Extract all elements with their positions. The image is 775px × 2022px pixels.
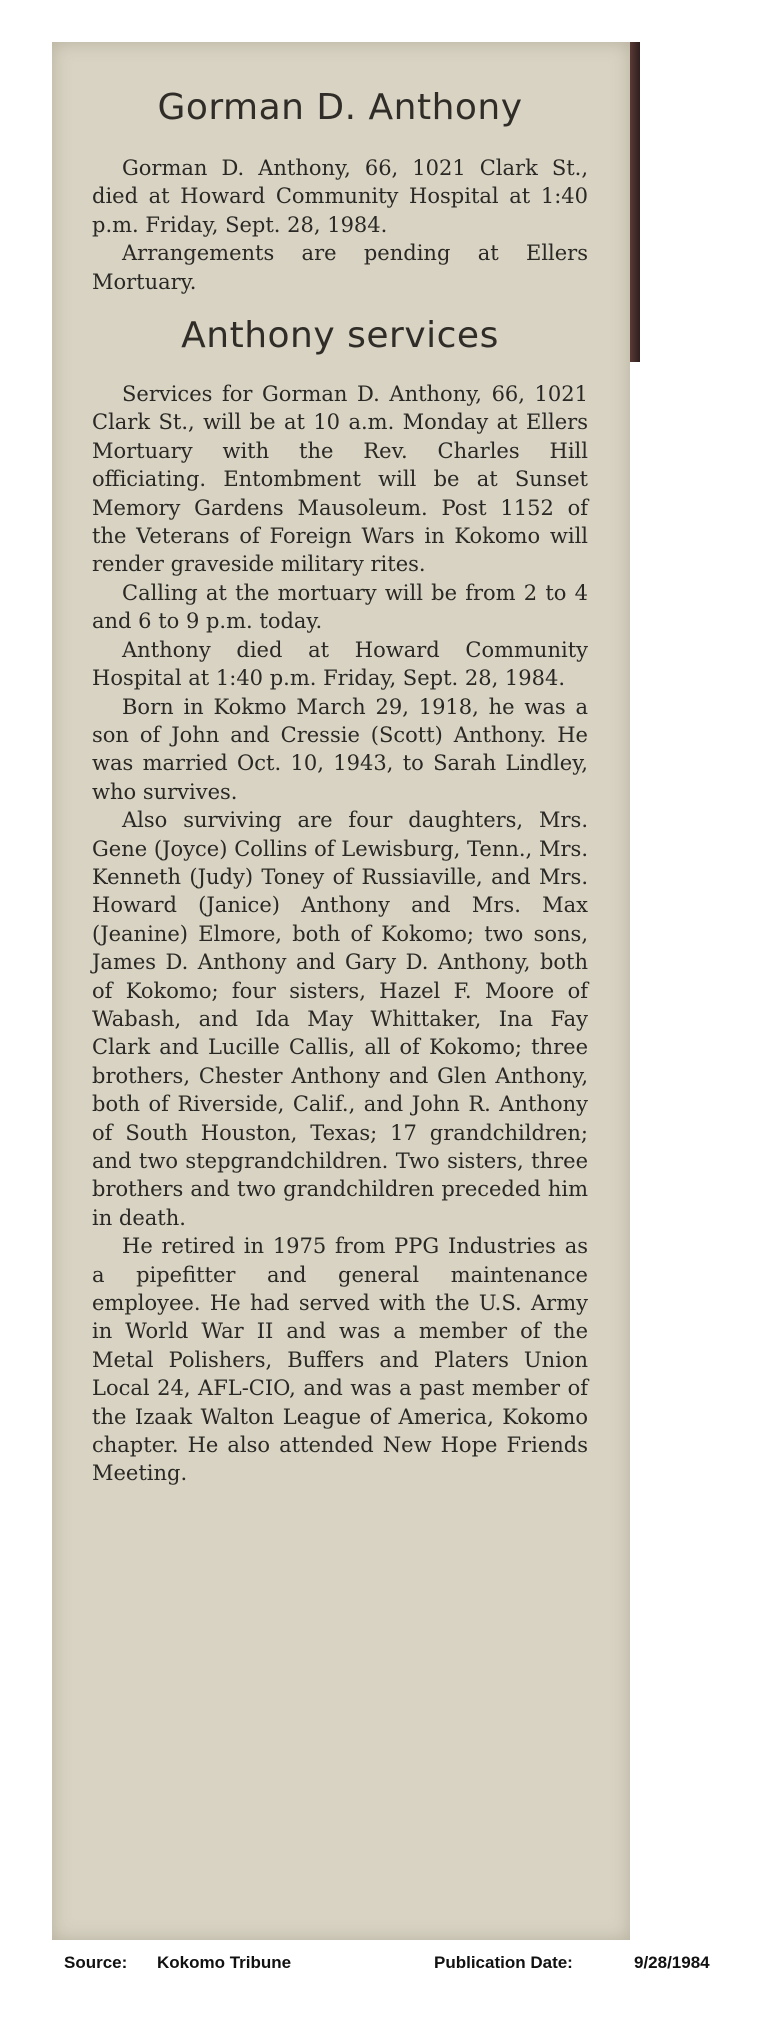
source-value: Kokomo Tribune (157, 1953, 292, 1972)
citation-footer (0, 1953, 775, 1977)
clipping-edge-shadow (630, 42, 640, 362)
services-paragraph: Born in Kokmo March 29, 1918, he was a son of John and Cressie (Scott) Anthony. He was married Oct. 10, 1943, to Sarah Lindley, who survives. (92, 694, 588, 804)
notice-paragraph: Gorman D. Anthony, 66, 1021 Clark St., died at Howard Community Hospital at 1:40 p.m. Friday, Sept. 28, 1984. (92, 156, 588, 237)
services-headline: Anthony services (181, 315, 499, 357)
obituary-headline: Gorman D. Anthony (157, 87, 523, 128)
source-label: Source: (64, 1953, 128, 1972)
services-paragraph: Calling at the mortuary will be from 2 to 4 and 6 to 9 p.m. today. (92, 580, 588, 634)
services-paragraph: Anthony died at Howard Community Hospital at 1:40 p.m. Friday, Sept. 28, 1984. (92, 637, 588, 691)
newspaper-clipping (52, 42, 630, 1940)
notice-paragraph: Arrangements are pending at Ellers Mortuary. (92, 241, 588, 294)
services-paragraph: He retired in 1975 from PPG Industries as a pipefitter and general maintenance employee. He had served with the U.S. Army in World War II and was a member of the Metal Polishers, Buffers and Platers Union Local 24, AFL-CIO, and was a past member of the Izaak Walton League of America, Kokomo chapter. He also attended New Hope Friends Meeting. (92, 1234, 588, 1486)
publication-date-label: Publication Date: (434, 1953, 573, 1972)
services-paragraph: Also surviving are four daughters, Mrs. Gene (Joyce) Collins of Lewisburg, Tenn., Mrs. Kenneth (Judy) Toney of Russiaville, and Mrs. Howard (Janice) Anthony and Mrs. Max (Jeanine) Elmore, both of Kokomo; two sons, James D. Anthony and Gary D. Anthony, both of Kokomo; four sisters, Hazel F. Moore of Wabash, and Ida May Whittaker, Ina Fay Clark and Lucille Callis, all of Kokomo; three brothers, Chester Anthony and Glen Anthony, both of Riverside, Calif., and John R. Anthony of South Houston, Texas; 17 grandchildren; and two stepgrandchildren. Two sisters, three brothers and two grandchildren preceded him in death. (92, 808, 588, 1230)
services-paragraph: Services for Gorman D. Anthony, 66, 1021 Clark St., will be at 10 a.m. Monday at Ellers Mortuary with the Rev. Charles Hill officiating. Entombment will be at Sunset Memory Gardens Mausoleum. Post 1152 of the Veterans of Foreign Wars in Kokomo will render graveside military rites. (92, 382, 588, 577)
publication-date-value: 9/28/1984 (634, 1953, 710, 1972)
